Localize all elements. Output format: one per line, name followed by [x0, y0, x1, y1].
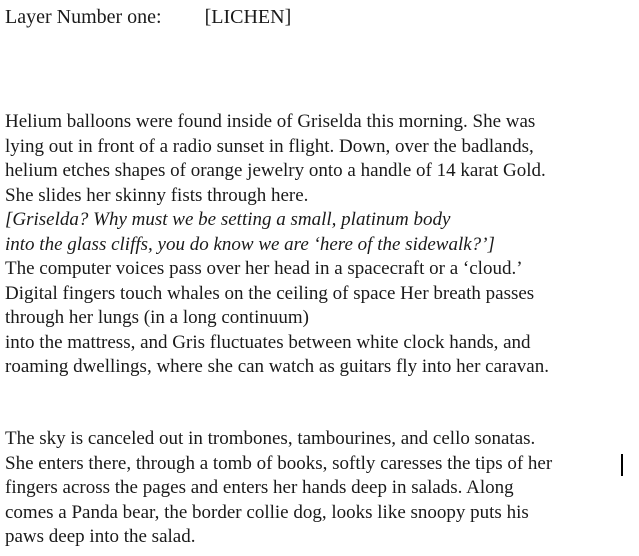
text-cursor [621, 454, 623, 476]
text-line: comes a Panda bear, the border collie dog, looks like snoopy puts his [5, 501, 529, 523]
text-line: Helium balloons were found inside of Griselda this morning. She was [5, 111, 536, 132]
text-line: roaming dwellings, where she can watch as guitars fly into her caravan. [5, 356, 549, 377]
italic-text-line: into the glass cliffs, you do know we are ‘here of the sidewalk?’] [5, 233, 495, 255]
text-line: The computer voices pass over her head in a spacecraft or a ‘cloud.’ [5, 258, 523, 279]
text-line: helium etches shapes of orange jewelry onto a handle of 14 karat Gold. [5, 160, 546, 181]
text-line: Digital fingers touch whales on the ceiling of space Her breath passes [5, 282, 535, 304]
heading-label: Layer Number one: [5, 6, 162, 28]
text-line: lying out in front of a radio sunset in flight. Down, over the badlands, [5, 135, 534, 157]
text-line: paws deep into the salad. [5, 526, 196, 547]
text-line: into the mattress, and Gris fluctuates between white clock hands, and [5, 331, 531, 353]
text-line: She slides her skinny fists through here. [5, 184, 309, 206]
text-line: through her lungs (in a long continuum) [5, 307, 309, 328]
document-heading [5, 4, 291, 30]
text-line: The sky is canceled out in trombones, tambourines, and cello sonatas. [5, 428, 536, 449]
text-line: She enters there, through a tomb of books, softly caresses the tips of her [5, 452, 553, 474]
text-line: fingers across the pages and enters her hands deep in salads. Along [5, 477, 514, 498]
paragraph-2 [5, 427, 552, 550]
italic-text-line: [Griselda? Why must we be setting a small, platinum body [5, 209, 451, 230]
heading-tag: [LICHEN] [204, 6, 292, 28]
paragraph-1 [5, 110, 549, 380]
